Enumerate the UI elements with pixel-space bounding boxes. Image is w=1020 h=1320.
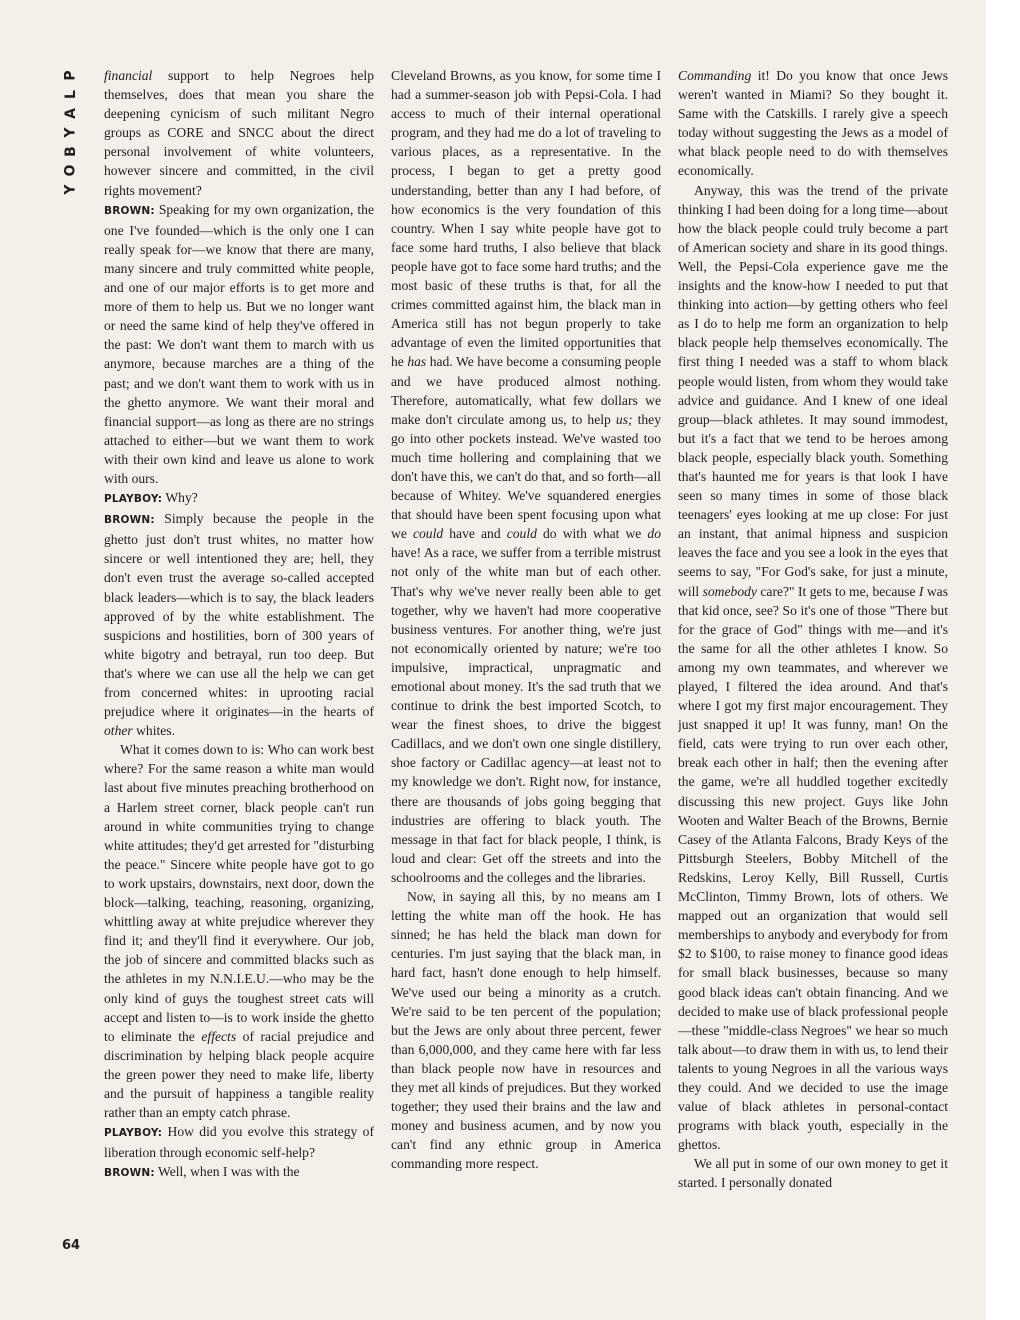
emphasis: us; (615, 411, 633, 427)
masthead-letter: P (62, 70, 79, 81)
speaker-label: BROWN: (104, 1167, 155, 1180)
paragraph (104, 66, 374, 200)
paragraph-text: of racial prejudice and discrimination by helping black people acquire the green power they need to make life, liberty and the pursuit of happiness a tangible reality rather than an empty catch phrase. (104, 1028, 374, 1121)
paragraph-text: Now, in saying all this, by no means am I letting the white man off the hook. He has sinned; he has held the black man down for centuries. I'm just saying that the black man, in hard fact, hasn't done enough to help himself. We've used our being a minority as a crutch. We're said to be ten percent of the population; but the Jews are only about three percent, fewer than 6,000,000, and they came here with far less than black people now have in resources and they met all kinds of prejudices. But they worked together; they used their brains and the law and money and business acumen, and by now you can't find any ethnic group in America commanding more respect. (391, 889, 661, 1172)
masthead-letter: O (62, 164, 79, 177)
emphasis: do (647, 526, 661, 542)
paragraph-text: whites. (132, 723, 175, 739)
paragraph-text: have! As a race, we suffer from a terrible mistrust not only of the white man but of each other. That's why we've never really been able to get together, why we haven't had more cooperative business ventures. For another thing, we're just not economically oriented by nature; we're too impulsive, impractical, unpragmatic and emotional about money. It's the sad truth that we continue to drink the best imported Scotch, to wear the finest shoes, to drive the biggest Cadillacs, and we don't own one single distillery, shoe factory or Cadillac agency—at least not to my knowledge we don't. Right now, for instance, there are thousands of jobs going begging that industries are offering to black youth. The message in that fact for black people, I think, is loud and clear: Get off the streets and into the schoolrooms and the colleges and the libraries. (391, 545, 661, 885)
emphasis: Commanding (678, 68, 752, 83)
text-column-3 (678, 66, 948, 1266)
paragraph (678, 181, 948, 1155)
paragraph (678, 1154, 948, 1192)
paragraph-text: Cleveland Browns, as you know, for some time I had a summer-season job with Pepsi-Cola. I had access to much of their internal operational program, and they had me do a lot of traveling to various places, as a representative. In the process, I began to get a pretty good understanding, better than any I had before, of how economics is the very foundation of this country. When I say white people have got to face some hard truths, I also believe that black people have got to face some hard truths; and the most basic of these truths is that, for all the crimes committed against him, the black man in America still has not begun properly to take advantage of even the limited opportunities that he (391, 68, 661, 370)
speaker-label: BROWN: (104, 514, 155, 527)
masthead-letter: B (62, 146, 79, 157)
paragraph (104, 1162, 374, 1183)
paragraph-text: it! Do you know that once Jews weren't wanted in Miami? So they bought it. Same with the Catskills. I rarely give a speech today without suggesting the Jews as a model of what black people need to do with themselves economically. (678, 68, 948, 179)
paragraph (104, 740, 374, 1122)
paragraph (104, 200, 374, 488)
masthead-letter: L (62, 90, 79, 99)
text-column-1 (104, 66, 374, 1266)
speaker-label: PLAYBOY: (104, 493, 163, 506)
paragraph-text: was that kid once, see? So it's one of those "There but for the grace of God" things with me—and it's the same for all the other athletes I know. So among my own teammates, and wherever we played, I filtered the idea around. And that's where I got my first major encouragement. They just snapped it up! It was funny, man! On the field, cats were trying to run over each other, break each other in half; then the evening after the game, we're all huddled together excitedly discussing this new project. Guys like John Wooten and Walter Beach of the Browns, Bernie Casey of the Atlanta Falcons, Brady Keys of the Pittsburgh Steelers, Bobby Mitchell of the Redskins, Leroy Kelly, Bill Russell, Curtis McClinton, Timmy Brown, lots of others. We mapped out an organization that would sell memberships to anybody and everybody for from $2 to $100, to raise money to finance good ideas for small black businesses, because so many good black ideas can't obtain financing. And we decided to make use of black professional people—these "middle-class Negroes" we hear so much talk about—to draw them in with us, to lend their talents to young Negroes in all the various ways they could. And we decided to use the image value of black athletes in personal-contact programs with black youth, especially in the ghettos. (678, 583, 948, 1153)
emphasis: effects (201, 1028, 237, 1044)
emphasis: has (407, 354, 427, 370)
paragraph (391, 887, 661, 1173)
paragraph-text: do with what we (536, 526, 648, 542)
paragraph-text: care?" It gets to me, because (756, 583, 919, 599)
text-column-2 (391, 66, 661, 1266)
emphasis: other (104, 723, 133, 739)
paragraph-text: Why? (165, 490, 198, 506)
paragraph-text: Speaking for my own organization, the one I've founded—which is the only one I can really speak for—we know that there are many, many sincere and truly committed white people, and one of our major efforts is to get more and more of them to help us. But we no longer want or need the same kind of help they've offered in the past: We don't want them to march with us anymore, because marches are a thing of the past; and we don't want them to work with us in the ghetto anymore. We want their moral and financial support—as long as there are no strings attached to either—but we want them to work with their own kind and leave us alone to work with ours. (104, 201, 374, 486)
paragraph-text: Anyway, this was the trend of the private thinking I had been doing for a long time—about how the black people could truly become a part of American society and share in its good things. Well, the Pepsi-Cola experience gave me the insights and the know-how I needed to put that thinking into action—by getting others who feel as I do to help me form an organization to help black people help themselves economically. The first thing I needed was a staff to whom black people would listen, from whom they would take advice and guidance. And I knew of one ideal group—black athletes. It may sound immodest, but it's a fact that we tend to be heroes among black people, especially black youth. Something that's haunted me for years is that look I have seen so many times in some of those black teenagers' eyes looking at me up close: For just an instant, that animal hipness and suspicion leaves the face and you see a look in the eyes that seems to say, "For God's sake, for just a minute, will (678, 182, 948, 599)
masthead-letter: Y (62, 127, 79, 138)
paragraph-text: Simply because the people in the ghetto just don't trust whites, no matter how sincere or well intentioned they are; hell, they don't even trust the average so-called accepted black leaders—which is to say, the black leaders approved of by the white establishment. The suspicions and hostilities, born of 300 years of white bigotry and betrayal, run too deep. But that's where we can use all the help we can get from concerned whites: in uprooting racial prejudice where it originates—in the hearts of (104, 511, 374, 720)
paragraph (104, 1122, 374, 1162)
paragraph-text: What it comes down to is: Who can work best where? For the same reason a white man would last about five minutes preaching brotherhood on a Harlem street corner, black people can't run around in white communities trying to change white attitudes; they'd get arrested for "disturbing the peace." Sincere white people have got to go to work upstairs, downstairs, next door, down the block—talking, teaching, reasoning, organizing, whittling away at white prejudice wherever they find it; and they'll find it everywhere. Our job, the job of sincere and committed blacks such as the athletes in my N.N.I.E.U.—who may be the only kind of guys the toughest street cats will accept and listen to—is to work inside the ghetto to eliminate the (104, 742, 374, 1044)
speaker-label: BROWN: (104, 204, 155, 217)
page-edge (986, 0, 1020, 1320)
emphasis: could (412, 526, 444, 542)
emphasis: could (506, 526, 537, 542)
masthead-letter: A (62, 108, 79, 119)
page-number: 64 (62, 1238, 81, 1253)
paragraph (104, 488, 374, 509)
emphasis: I (918, 583, 924, 599)
emphasis: financial (104, 68, 153, 83)
masthead-letter: Y (62, 184, 79, 195)
paragraph (678, 66, 948, 181)
emphasis: somebody (702, 583, 757, 599)
paragraph-text: support to help Negroes help themselves, does that mean you share the deepening cynicism of such militant Negro groups as CORE and SNCC about the direct personal involvement of white volunteers, however sincere and committed, in the civil rights movement? (104, 68, 374, 198)
masthead-vertical (56, 66, 86, 199)
paragraph-text: How did you evolve this strategy of liberation through economic self-help? (104, 1124, 374, 1161)
paragraph (391, 66, 661, 887)
speaker-label: PLAYBOY: (104, 1127, 163, 1140)
paragraph (104, 509, 374, 740)
paragraph-text: have and (443, 526, 507, 542)
paragraph-text: they go into other pockets instead. We've wasted too much time hollering and complaining that we don't have this, we can't do that, and so forth—all because of Whitey. We've squandered energies that should have been spent focusing upon what we (391, 411, 661, 542)
paragraph-text: Well, when I was with the (157, 1164, 300, 1180)
paragraph-text: We all put in some of our own money to get it started. I personally donated (678, 1156, 948, 1191)
paragraph-text: had. We have become a consuming people and we have produced almost nothing. Therefore, automatically, what few dollars we make don't circulate among us, to help (391, 354, 661, 427)
